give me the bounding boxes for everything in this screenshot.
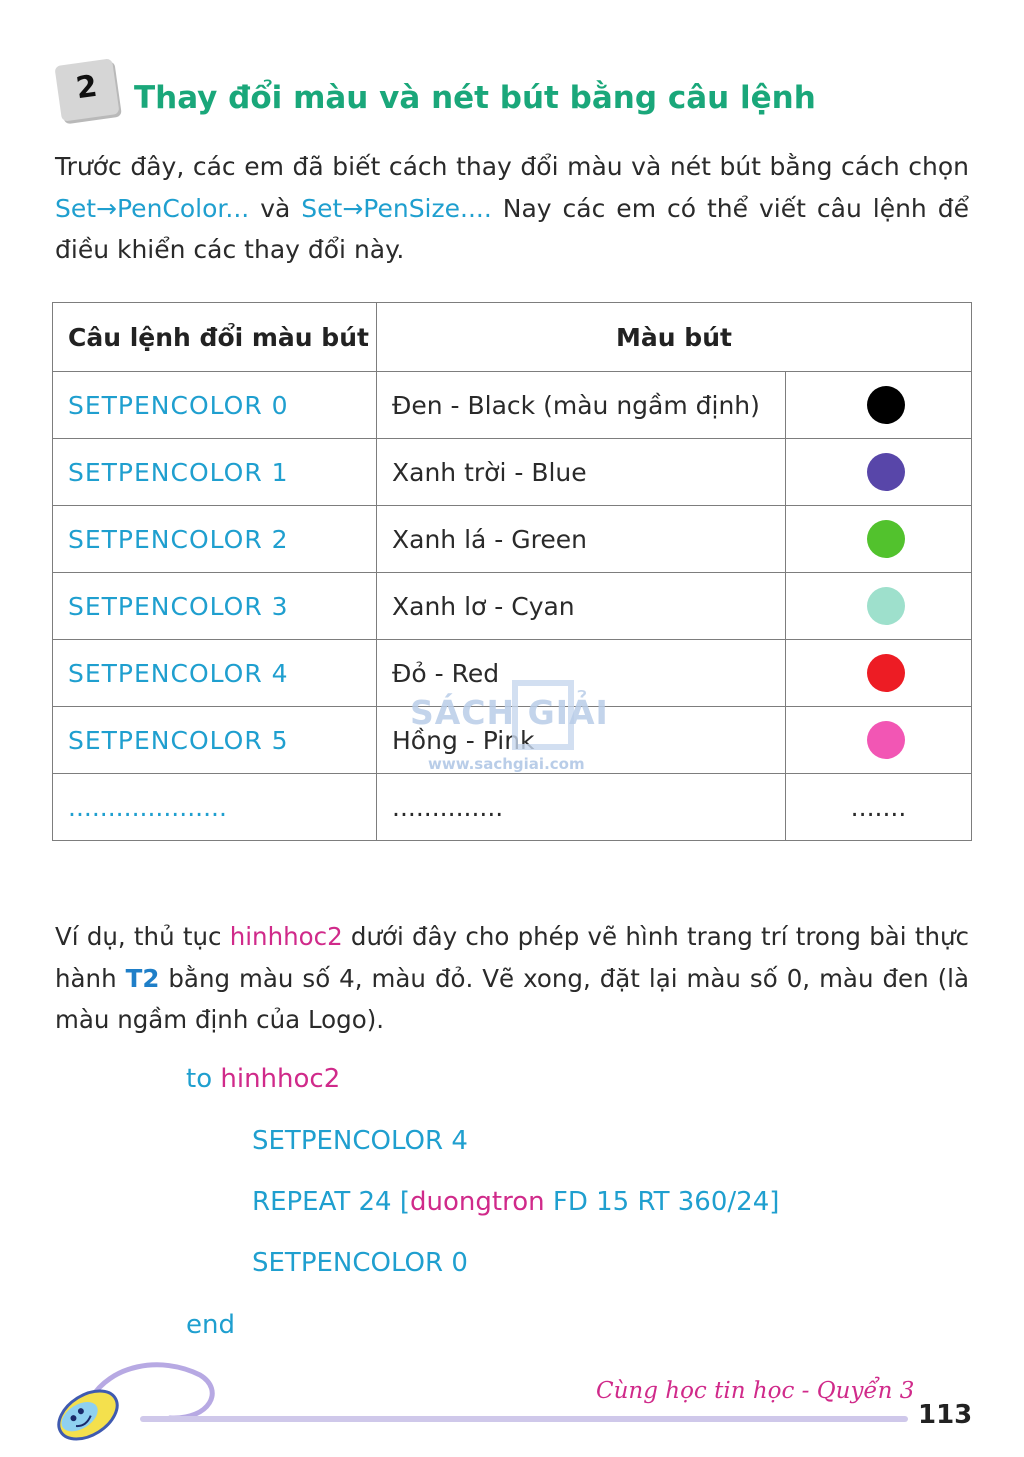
table-row (53, 372, 972, 439)
code-line-2: SETPENCOLOR 4 (252, 1126, 468, 1156)
example-text-1: Ví dụ, thủ tục (55, 922, 230, 951)
example-text-3: bằng màu số 4, màu đỏ. Vẽ xong, đặt lại màu số 0, màu đen (là màu ngầm định của Logo). (55, 963, 970, 1034)
color-name: Xanh trời - Blue (377, 439, 786, 506)
color-swatch (867, 654, 905, 692)
code-repeat: REPEAT 24 [ (252, 1187, 411, 1217)
pensize-menu-path: Set→PenSize.... (301, 193, 492, 223)
color-name: Hồng - Pink (377, 707, 786, 774)
color-swatch-cell (786, 372, 972, 439)
page-number: 113 (918, 1400, 973, 1430)
section-number-badge (54, 58, 119, 122)
example-paragraph (55, 916, 969, 1041)
color-command: SETPENCOLOR 1 (53, 439, 377, 506)
color-swatch-cell (786, 573, 972, 640)
footer-book-title: Cùng học tin học - Quyển 3 (596, 1378, 915, 1404)
example-text-2: dưới đây cho phép vẽ hình trang trí trong bài thực hành (55, 922, 969, 993)
color-swatch (867, 587, 905, 625)
footer-rule (140, 1416, 908, 1422)
color-swatch-cell (786, 506, 972, 573)
color-name: Xanh lá - Green (377, 506, 786, 573)
color-command: SETPENCOLOR 3 (53, 573, 377, 640)
color-name: Đỏ - Red (377, 640, 786, 707)
header-pen-color: Màu bút (377, 303, 972, 372)
color-command: SETPENCOLOR 2 (53, 506, 377, 573)
color-swatch (867, 721, 905, 759)
watermark-url: www.sachgiai.com (428, 755, 585, 773)
procedure-name: hinhhoc2 (229, 922, 343, 951)
color-name: Xanh lơ - Cyan (377, 573, 786, 640)
intro-text-1: Trước đây, các em đã biết cách thay đổi màu và nét bút bằng cách chọn (55, 152, 969, 181)
code-repeat-body: FD 15 RT 360/24] (544, 1187, 780, 1217)
code-line-4: SETPENCOLOR 0 (252, 1248, 468, 1278)
computer-mouse-icon (50, 1360, 220, 1445)
placeholder-command: .................... (53, 774, 377, 841)
table-row (53, 439, 972, 506)
table-row (53, 506, 972, 573)
intro-paragraph (55, 146, 969, 271)
color-swatch (867, 453, 905, 491)
watermark (410, 693, 620, 775)
placeholder-name: .............. (377, 774, 786, 841)
color-name: Đen - Black (màu ngầm định) (377, 372, 786, 439)
color-swatch-cell (786, 707, 972, 774)
watermark-brand: SÁCH GIẢI (410, 693, 609, 732)
code-keyword-to: to (186, 1064, 221, 1094)
code-line-5: end (186, 1310, 235, 1340)
placeholder-swatch: ....... (786, 774, 972, 841)
code-duongtron: duongtron (410, 1187, 545, 1217)
intro-text-2: và (249, 193, 302, 223)
section-number: 2 (73, 68, 100, 107)
color-command: SETPENCOLOR 4 (53, 640, 377, 707)
color-command: SETPENCOLOR 5 (53, 707, 377, 774)
intro-text-3: Nay các em có thể viết câu lệnh để điều khiển các thay đổi này. (55, 193, 969, 264)
color-swatch-cell (786, 640, 972, 707)
color-swatch (867, 386, 905, 424)
table-row (53, 573, 972, 640)
header-command: Câu lệnh đổi màu bút (53, 303, 377, 372)
code-line-3 (252, 1187, 779, 1217)
code-line-1 (186, 1064, 340, 1094)
pencolor-menu-path: Set→PenColor... (55, 193, 250, 223)
color-command: SETPENCOLOR 0 (53, 372, 377, 439)
color-swatch-cell (786, 439, 972, 506)
section-title: Thay đổi màu và nét bút bằng câu lệnh (134, 80, 816, 116)
table-row-placeholder (53, 774, 972, 841)
lesson-ref: T2 (125, 963, 160, 993)
code-proc-name: hinhhoc2 (220, 1064, 341, 1094)
color-swatch (867, 520, 905, 558)
table-header-row (53, 303, 972, 372)
